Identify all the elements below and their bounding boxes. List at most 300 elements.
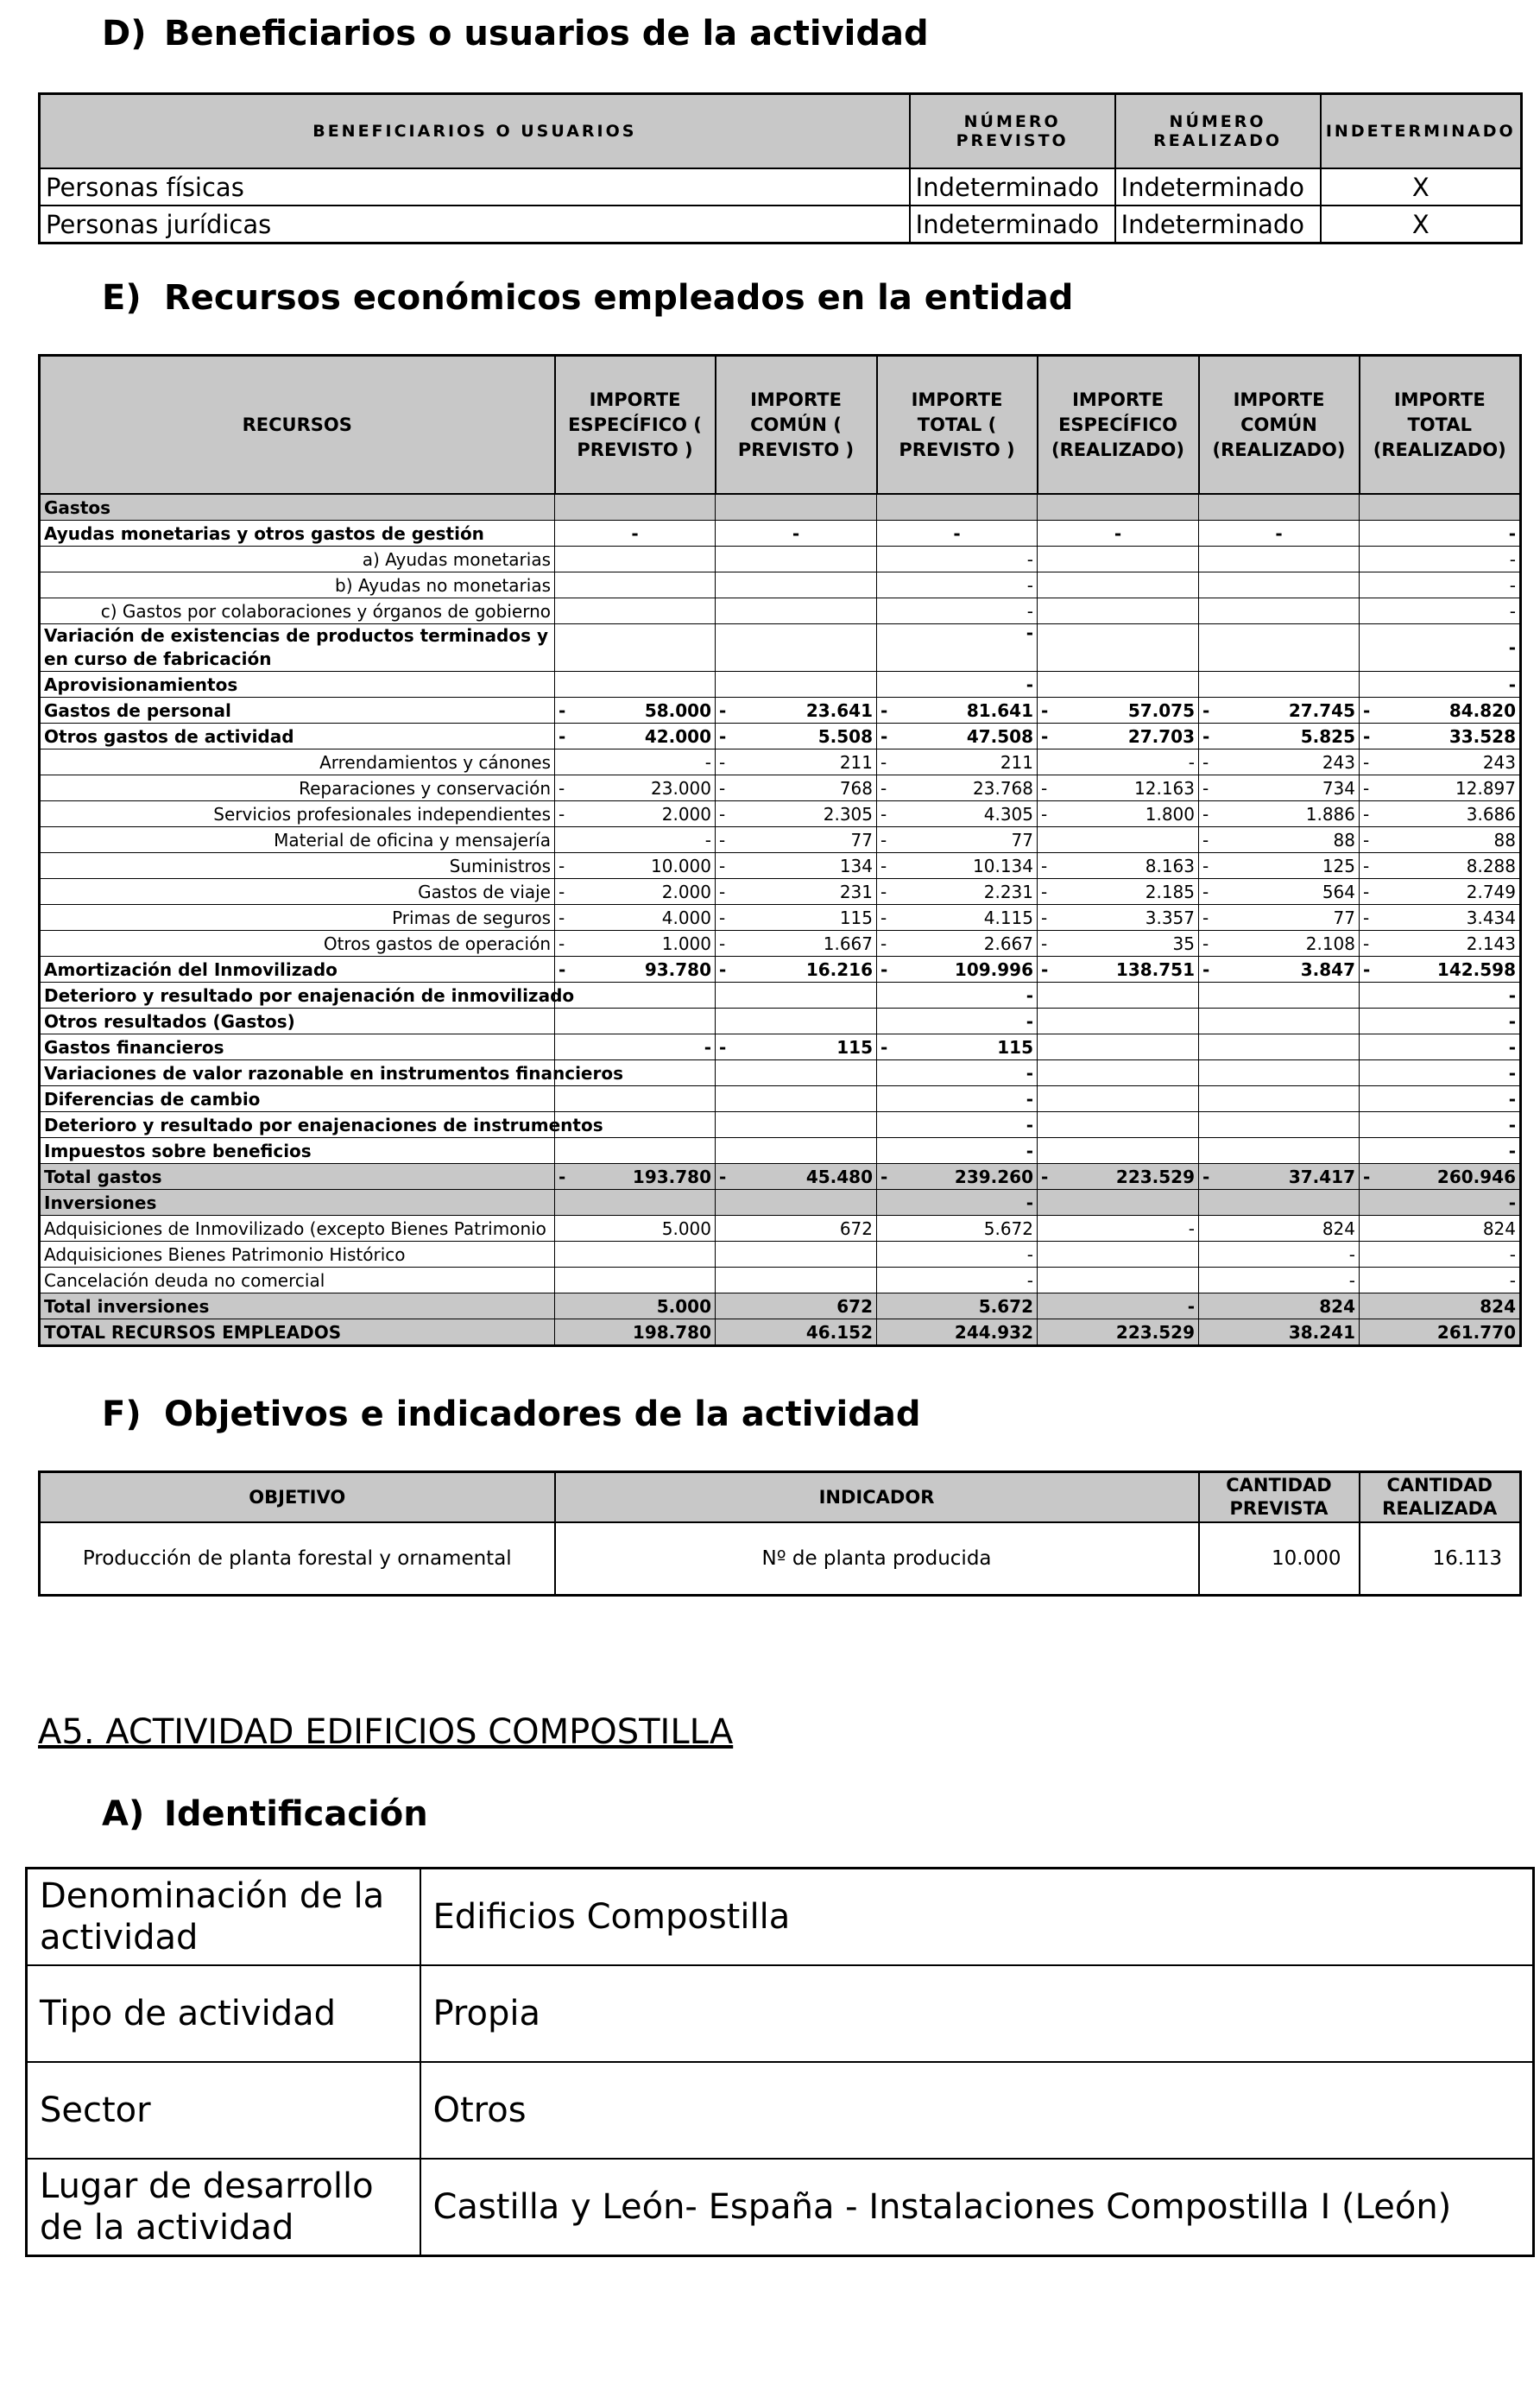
- cell: Sector: [27, 2062, 420, 2159]
- value-cell: [877, 905, 1038, 931]
- dash-marker: -: [719, 881, 726, 902]
- table-row: [40, 1242, 1521, 1268]
- value-text: -: [704, 751, 711, 773]
- value-text: 23.768: [973, 777, 1033, 799]
- value-cell: [555, 879, 716, 905]
- col-header: IMPORTE TOTAL (REALIZADO): [1360, 356, 1521, 495]
- value-text: -: [1026, 548, 1033, 570]
- value-text: 115: [997, 1036, 1033, 1058]
- dash-marker: -: [719, 1166, 727, 1187]
- row-label: a) Ayudas monetarias: [40, 547, 555, 572]
- value-cell: [877, 724, 1038, 749]
- value-cell: [1038, 1112, 1199, 1138]
- value-text: 239.260: [954, 1166, 1033, 1187]
- table-row: [40, 572, 1521, 598]
- value-cell: [1199, 1293, 1360, 1319]
- value-cell: [1199, 672, 1360, 698]
- value-cell: [877, 547, 1038, 572]
- value-text: 46.152: [805, 1321, 873, 1343]
- value-cell: [1199, 801, 1360, 827]
- value-cell: [1360, 1216, 1521, 1242]
- value-cell: [877, 1293, 1038, 1319]
- dash-marker: -: [559, 907, 565, 928]
- dash-marker: -: [1202, 907, 1209, 928]
- value-cell: [555, 598, 716, 624]
- cell: Tipo de actividad: [27, 1965, 420, 2062]
- row-label: b) Ayudas no monetarias: [40, 572, 555, 598]
- value-text: 4.305: [983, 803, 1033, 825]
- row-label: Variaciones de valor razonable en instrumentos financieros: [40, 1060, 555, 1086]
- dash-marker: -: [1363, 829, 1370, 851]
- value-cell: [1038, 624, 1199, 672]
- value-text: 768: [839, 777, 873, 799]
- value-cell: [877, 572, 1038, 598]
- value-cell: [1360, 879, 1521, 905]
- value-cell: [716, 1242, 877, 1268]
- value-text: -: [1026, 1114, 1033, 1135]
- value-text: 4.000: [661, 907, 711, 928]
- value-cell: [1360, 983, 1521, 1009]
- value-text: 109.996: [954, 958, 1033, 980]
- value-text: 2.143: [1466, 933, 1516, 954]
- value-text: 211: [839, 751, 873, 773]
- value-text: -: [1188, 1217, 1195, 1239]
- value-text: -: [704, 1036, 711, 1058]
- value-cell: [1360, 698, 1521, 724]
- table-row: [40, 168, 1522, 206]
- row-label: Otros gastos de actividad: [40, 724, 555, 749]
- value-cell: [1199, 521, 1360, 547]
- table-row: [40, 905, 1521, 931]
- value-text: 1.000: [661, 933, 711, 954]
- col-header: IMPORTE COMÚN ( PREVISTO ): [716, 356, 877, 495]
- dash-marker: -: [559, 933, 565, 954]
- row-label: TOTAL RECURSOS EMPLEADOS: [40, 1319, 555, 1346]
- value-cell: [1038, 724, 1199, 749]
- value-text: 33.528: [1448, 725, 1516, 747]
- row-label: Deterioro y resultado por enajenación de inmovilizado: [40, 983, 555, 1009]
- col-indeterminado: INDETERMINADO: [1321, 94, 1522, 169]
- value-cell: [1360, 521, 1521, 547]
- table-row: [40, 206, 1522, 243]
- value-cell: [1199, 749, 1360, 775]
- value-text: -: [1348, 1243, 1355, 1265]
- beneficiarios-table: [38, 92, 1523, 244]
- value-text: -: [1508, 674, 1516, 695]
- value-text: 198.780: [632, 1321, 711, 1343]
- value-cell: [1360, 853, 1521, 879]
- value-cell: [716, 1060, 877, 1086]
- value-text: 5.672: [983, 1217, 1033, 1239]
- value-cell: [716, 931, 877, 957]
- value-cell: [1199, 598, 1360, 624]
- value-cell: [877, 494, 1038, 521]
- value-cell: [555, 905, 716, 931]
- col-cantidad-realizada: CANTIDAD REALIZADA: [1360, 1472, 1521, 1523]
- value-cell: [716, 1190, 877, 1216]
- value-cell: [1360, 1190, 1521, 1216]
- value-cell: [1038, 1034, 1199, 1060]
- value-cell: [1038, 827, 1199, 853]
- value-text: -: [1026, 1088, 1033, 1110]
- cell: X: [1321, 206, 1522, 243]
- dash-marker: -: [880, 751, 887, 773]
- row-label: Deterioro y resultado por enajenaciones de instrumentos: [40, 1112, 555, 1138]
- value-text: 824: [1482, 1217, 1516, 1239]
- value-cell: [1360, 905, 1521, 931]
- value-text: 35: [1172, 933, 1195, 954]
- value-text: 3.357: [1145, 907, 1195, 928]
- dash-marker: -: [880, 1036, 888, 1058]
- value-cell: [1360, 801, 1521, 827]
- col-numero-realizado: NÚMERO REALIZADO: [1115, 94, 1321, 169]
- cell: Personas físicas: [40, 168, 910, 206]
- value-text: 564: [1322, 881, 1355, 902]
- value-text: 58.000: [644, 699, 711, 721]
- value-cell: [555, 1242, 716, 1268]
- value-cell: [716, 983, 877, 1009]
- value-cell: [1038, 672, 1199, 698]
- value-cell: [1038, 1242, 1199, 1268]
- dash-marker: -: [719, 907, 726, 928]
- dash-marker: -: [1363, 933, 1370, 954]
- value-text: 672: [836, 1295, 873, 1317]
- value-cell: [555, 494, 716, 521]
- dash-marker: -: [719, 751, 726, 773]
- value-cell: [1199, 1164, 1360, 1190]
- value-cell: [1038, 547, 1199, 572]
- value-cell: [1038, 1190, 1199, 1216]
- value-text: -: [1508, 1192, 1516, 1213]
- value-cell: [1038, 1216, 1199, 1242]
- cell: Personas jurídicas: [40, 206, 910, 243]
- value-text: 1.886: [1305, 803, 1355, 825]
- value-cell: [877, 931, 1038, 957]
- table-row: [40, 1009, 1521, 1034]
- section-e-heading: [102, 278, 1073, 318]
- value-text: 84.820: [1448, 699, 1516, 721]
- value-cell: [1360, 1086, 1521, 1112]
- value-text: 23.641: [805, 699, 873, 721]
- dash-marker: -: [1202, 777, 1209, 799]
- dash-marker: -: [1202, 751, 1209, 773]
- value-text: 77: [850, 829, 873, 851]
- table-row: [40, 1293, 1521, 1319]
- table-row: [27, 2159, 1534, 2256]
- dash-marker: -: [880, 933, 887, 954]
- dash-marker: -: [880, 829, 887, 851]
- value-text: 93.780: [644, 958, 711, 980]
- value-text: 2.231: [983, 881, 1033, 902]
- value-text: 824: [1319, 1295, 1355, 1317]
- value-cell: [1199, 624, 1360, 672]
- value-cell: [555, 1086, 716, 1112]
- value-cell: [716, 572, 877, 598]
- value-cell: [1199, 931, 1360, 957]
- table-row: [40, 1034, 1521, 1060]
- value-cell: [877, 624, 1038, 672]
- cell: X: [1321, 168, 1522, 206]
- value-text: 211: [1000, 751, 1033, 773]
- section-a-heading: [102, 1794, 428, 1834]
- value-text: 115: [839, 907, 873, 928]
- value-text: 81.641: [966, 699, 1033, 721]
- value-cell: [555, 1009, 716, 1034]
- value-cell: [1038, 749, 1199, 775]
- value-cell: [716, 749, 877, 775]
- value-cell: [1038, 1086, 1199, 1112]
- value-cell: [1038, 1319, 1199, 1346]
- col-header: IMPORTE ESPECÍFICO ( PREVISTO ): [555, 356, 716, 495]
- value-cell: [555, 1268, 716, 1293]
- value-cell: [555, 572, 716, 598]
- value-text: 10.134: [973, 855, 1033, 876]
- row-label: Gastos: [40, 494, 555, 521]
- row-label: Otros resultados (Gastos): [40, 1009, 555, 1034]
- value-text: -: [1026, 1192, 1033, 1213]
- dash-marker: -: [880, 855, 887, 876]
- value-text: 4.115: [983, 907, 1033, 928]
- cell: Producción de planta forestal y ornamental: [40, 1522, 555, 1596]
- value-text: 193.780: [632, 1166, 711, 1187]
- value-cell: [716, 827, 877, 853]
- value-cell: [877, 827, 1038, 853]
- value-cell: [1360, 724, 1521, 749]
- cell: 16.113: [1360, 1522, 1521, 1596]
- value-text: 243: [1482, 751, 1516, 773]
- value-cell: [877, 1034, 1038, 1060]
- value-cell: [1038, 801, 1199, 827]
- table-row: [27, 2062, 1534, 2159]
- value-cell: [555, 521, 716, 547]
- value-text: 2.305: [823, 803, 873, 825]
- value-cell: [555, 672, 716, 698]
- dash-marker: -: [1363, 725, 1371, 747]
- cell: Otros: [420, 2062, 1534, 2159]
- value-cell: [1199, 879, 1360, 905]
- value-cell: [1038, 1293, 1199, 1319]
- value-text: 734: [1322, 777, 1355, 799]
- value-text: 115: [836, 1036, 873, 1058]
- section-d-heading: [102, 14, 929, 54]
- value-cell: [555, 1164, 716, 1190]
- value-cell: [877, 521, 1038, 547]
- value-cell: [1199, 905, 1360, 931]
- dash-marker: -: [1202, 829, 1209, 851]
- value-cell: [716, 1319, 877, 1346]
- value-cell: [877, 698, 1038, 724]
- row-label: Suministros: [40, 853, 555, 879]
- col-beneficiarios: BENEFICIARIOS O USUARIOS: [40, 94, 910, 169]
- value-cell: [716, 775, 877, 801]
- value-cell: [555, 1138, 716, 1164]
- value-cell: [1199, 1268, 1360, 1293]
- dash-marker: -: [880, 803, 887, 825]
- value-text: -: [1508, 637, 1516, 658]
- value-cell: [1038, 1268, 1199, 1293]
- value-text: -: [953, 522, 961, 544]
- value-text: 77: [1011, 829, 1033, 851]
- dash-marker: -: [880, 1166, 888, 1187]
- col-header: IMPORTE TOTAL ( PREVISTO ): [877, 356, 1038, 495]
- value-text: 10.000: [651, 855, 711, 876]
- value-text: -: [1114, 522, 1122, 544]
- value-cell: [877, 1268, 1038, 1293]
- value-cell: [1360, 1060, 1521, 1086]
- value-cell: [877, 598, 1038, 624]
- row-label: Ayudas monetarias y otros gastos de gestión: [40, 521, 555, 547]
- section-a-title: Identificación: [164, 1794, 428, 1834]
- value-text: -: [1187, 1295, 1195, 1317]
- section-f-letter: F): [102, 1395, 142, 1434]
- value-text: 5.000: [656, 1295, 711, 1317]
- dash-marker: -: [1041, 958, 1049, 980]
- value-text: -: [1026, 1140, 1033, 1161]
- value-text: -: [1026, 674, 1033, 695]
- table-row: [40, 624, 1521, 672]
- table-row: [40, 521, 1521, 547]
- value-cell: [716, 598, 877, 624]
- row-label: Arrendamientos y cánones: [40, 749, 555, 775]
- row-label: Aprovisionamientos: [40, 672, 555, 698]
- table-row: [40, 1138, 1521, 1164]
- value-cell: [877, 1138, 1038, 1164]
- row-label: Adquisiciones de Inmovilizado (excepto Bienes Patrimonio: [40, 1216, 555, 1242]
- table-row: [40, 827, 1521, 853]
- value-cell: [1038, 853, 1199, 879]
- section-a-letter: A): [102, 1794, 145, 1834]
- value-cell: [716, 672, 877, 698]
- value-cell: [1038, 905, 1199, 931]
- dash-marker: -: [880, 725, 888, 747]
- value-cell: [716, 801, 877, 827]
- table-row: [40, 1216, 1521, 1242]
- value-cell: [555, 1216, 716, 1242]
- value-text: 5.825: [1300, 725, 1355, 747]
- row-label: Diferencias de cambio: [40, 1086, 555, 1112]
- value-cell: [716, 879, 877, 905]
- value-cell: [716, 624, 877, 672]
- value-cell: [1360, 1268, 1521, 1293]
- dash-marker: -: [1202, 855, 1209, 876]
- value-text: -: [1508, 1088, 1516, 1110]
- value-text: 77: [1333, 907, 1355, 928]
- value-cell: [555, 983, 716, 1009]
- table-row: [27, 1869, 1534, 1966]
- value-cell: [1199, 494, 1360, 521]
- dash-marker: -: [1202, 699, 1210, 721]
- cell: Indeterminado: [910, 206, 1115, 243]
- value-text: -: [1508, 1140, 1516, 1161]
- cell: Indeterminado: [910, 168, 1115, 206]
- value-cell: [716, 1138, 877, 1164]
- value-cell: [555, 698, 716, 724]
- dash-marker: -: [719, 699, 727, 721]
- table-row: [40, 983, 1521, 1009]
- value-cell: [555, 1034, 716, 1060]
- value-text: 3.434: [1466, 907, 1516, 928]
- table-row: [40, 749, 1521, 775]
- value-cell: [1199, 1112, 1360, 1138]
- value-text: 27.745: [1288, 699, 1355, 721]
- value-cell: [877, 775, 1038, 801]
- value-cell: [1199, 853, 1360, 879]
- value-cell: [1199, 1086, 1360, 1112]
- col-header: RECURSOS: [40, 356, 555, 495]
- table-row: [40, 494, 1521, 521]
- value-cell: [1038, 1060, 1199, 1086]
- dash-marker: -: [719, 725, 727, 747]
- value-cell: [1360, 1319, 1521, 1346]
- dash-marker: -: [1202, 1166, 1210, 1187]
- value-cell: [877, 853, 1038, 879]
- value-cell: [1038, 521, 1199, 547]
- dash-marker: -: [1363, 855, 1370, 876]
- value-cell: [877, 1060, 1038, 1086]
- value-text: -: [1026, 1010, 1033, 1032]
- value-text: 824: [1480, 1295, 1516, 1317]
- value-text: 2.000: [661, 803, 711, 825]
- value-cell: [1038, 879, 1199, 905]
- value-cell: [1199, 1009, 1360, 1034]
- value-text: 134: [839, 855, 873, 876]
- value-text: -: [1509, 574, 1516, 596]
- value-cell: [1360, 957, 1521, 983]
- value-text: -: [1026, 574, 1033, 596]
- value-text: -: [1509, 1243, 1516, 1265]
- table-row: [40, 672, 1521, 698]
- value-cell: [1199, 957, 1360, 983]
- value-cell: [555, 1293, 716, 1319]
- dash-marker: -: [880, 907, 887, 928]
- cell: 10.000: [1199, 1522, 1360, 1596]
- value-cell: [1199, 1060, 1360, 1086]
- row-label: Reparaciones y conservación: [40, 775, 555, 801]
- row-label: Total inversiones: [40, 1293, 555, 1319]
- dash-marker: -: [1041, 933, 1048, 954]
- value-cell: [1199, 698, 1360, 724]
- dash-marker: -: [559, 803, 565, 825]
- dash-marker: -: [1363, 751, 1370, 773]
- dash-marker: -: [1363, 907, 1370, 928]
- recursos-table: [38, 354, 1522, 1347]
- value-text: 38.241: [1288, 1321, 1355, 1343]
- value-text: 8.163: [1145, 855, 1195, 876]
- value-text: -: [1026, 623, 1033, 643]
- value-text: -: [1508, 1114, 1516, 1135]
- value-text: 1.800: [1145, 803, 1195, 825]
- value-cell: [1199, 547, 1360, 572]
- value-cell: [1360, 1034, 1521, 1060]
- identificacion-table: [25, 1867, 1535, 2257]
- table-row: [40, 1190, 1521, 1216]
- dash-marker: -: [719, 777, 726, 799]
- value-text: -: [1348, 1269, 1355, 1291]
- value-cell: [716, 853, 877, 879]
- value-cell: [1199, 1190, 1360, 1216]
- value-text: 231: [839, 881, 873, 902]
- value-cell: [877, 801, 1038, 827]
- value-cell: [555, 957, 716, 983]
- value-text: 142.598: [1436, 958, 1516, 980]
- value-cell: [877, 1216, 1038, 1242]
- value-text: -: [1508, 1010, 1516, 1032]
- value-cell: [716, 1164, 877, 1190]
- value-cell: [1199, 1319, 1360, 1346]
- value-text: 5.672: [978, 1295, 1033, 1317]
- value-text: -: [1026, 600, 1033, 622]
- value-text: -: [1026, 1062, 1033, 1084]
